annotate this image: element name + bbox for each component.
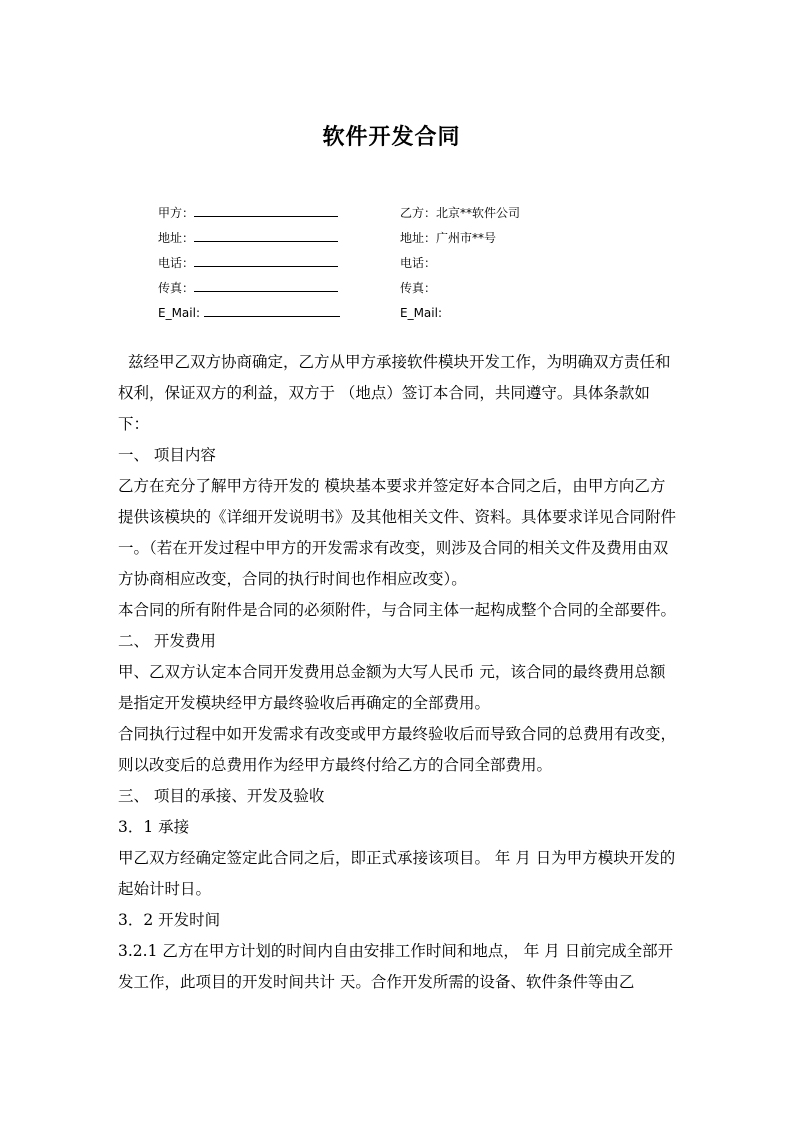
- party-b-name: 乙方：北京**软件公司: [400, 206, 521, 220]
- section-heading-project-content: 一、 项目内容: [118, 446, 216, 464]
- subsection-heading-undertaking: 3．1 承接: [118, 818, 190, 836]
- party-a-address-label: 地址：: [158, 231, 195, 245]
- party-a-email: [158, 301, 340, 325]
- contract-body: [118, 347, 680, 998]
- intro-paragraph: 兹经甲乙双方协商确定，乙方从甲方承接软件模块开发工作，为明确双方责任和权利，保证双方的利益，双方于 （地点）签订本合同，共同遵守。具体条款如下：: [118, 353, 671, 433]
- party-b-email: E_Mail:: [400, 306, 442, 320]
- paragraph-undertaking: 甲乙双方经确定签定此合同之后，即正式承接该项目。 年 月 日为甲方模块开发的起始计时日。: [118, 849, 676, 898]
- party-b-address: 地址：广州市**号: [400, 231, 497, 245]
- section-heading-fees: 二、 开发费用: [118, 632, 216, 650]
- party-row-email: [158, 301, 658, 326]
- party-a-email-blank: [204, 302, 340, 317]
- paragraph-fee-change: 合同执行过程中如开发需求有改变或甲方最终验收后而导致合同的总费用有改变，则以改变后的总费用作为经甲方最终付给乙方的合同全部费用。: [118, 725, 677, 774]
- party-a-name-blank: [194, 202, 338, 217]
- party-a-fax: [158, 276, 338, 300]
- subsection-heading-dev-time: 3．2 开发时间: [118, 911, 221, 929]
- party-a-phone: [158, 251, 338, 275]
- party-a-name: [158, 201, 338, 225]
- paragraph-attachments: 本合同的所有附件是合同的必须附件，与合同主体一起构成整个合同的全部要件。: [118, 601, 677, 619]
- document-title: 软件开发合同: [322, 124, 461, 150]
- party-info-block: [158, 201, 658, 326]
- paragraph-project-content: 乙方在充分了解甲方待开发的 模块基本要求并签定好本合同之后，由甲方向乙方提供该模块的《详细开发说明书》及其他相关文件、资料。具体要求详见合同附件一。（若在开发过程中甲方的开发需求有改变，则涉及合同的相关文件及费用由双方协商相应改变，合同的执行时间也作相应改变）。: [118, 477, 677, 588]
- paragraph-dev-time: 3.2.1 乙方在甲方计划的时间内自由安排工作时间和地点， 年 月 日前完成全部开发工作，此项目的开发时间共计 天。合作开发所需的设备、软件条件等由乙: [118, 942, 674, 991]
- section-heading-acceptance: 三、 项目的承接、开发及验收: [118, 787, 325, 805]
- party-row-phone: [158, 251, 658, 276]
- party-a-fax-blank: [194, 277, 338, 292]
- party-row-fax: [158, 276, 658, 301]
- party-b-phone: 电话：: [400, 256, 437, 270]
- party-b-fax: 传真：: [400, 281, 437, 295]
- party-a-name-label: 甲方：: [158, 206, 195, 220]
- party-a-phone-label: 电话：: [158, 256, 195, 270]
- party-a-address-blank: [194, 227, 338, 242]
- paragraph-fee-amount: 甲、乙双方认定本合同开发费用总金额为大写人民币 元，该合同的最终费用总额是指定开发模块经甲方最终验收后再确定的全部费用。: [118, 663, 666, 712]
- party-row-name: [158, 201, 658, 226]
- party-a-email-label: E_Mail:: [158, 306, 200, 320]
- party-row-address: [158, 226, 658, 251]
- party-a-phone-blank: [194, 252, 338, 267]
- party-a-fax-label: 传真：: [158, 281, 195, 295]
- party-a-address: [158, 226, 338, 250]
